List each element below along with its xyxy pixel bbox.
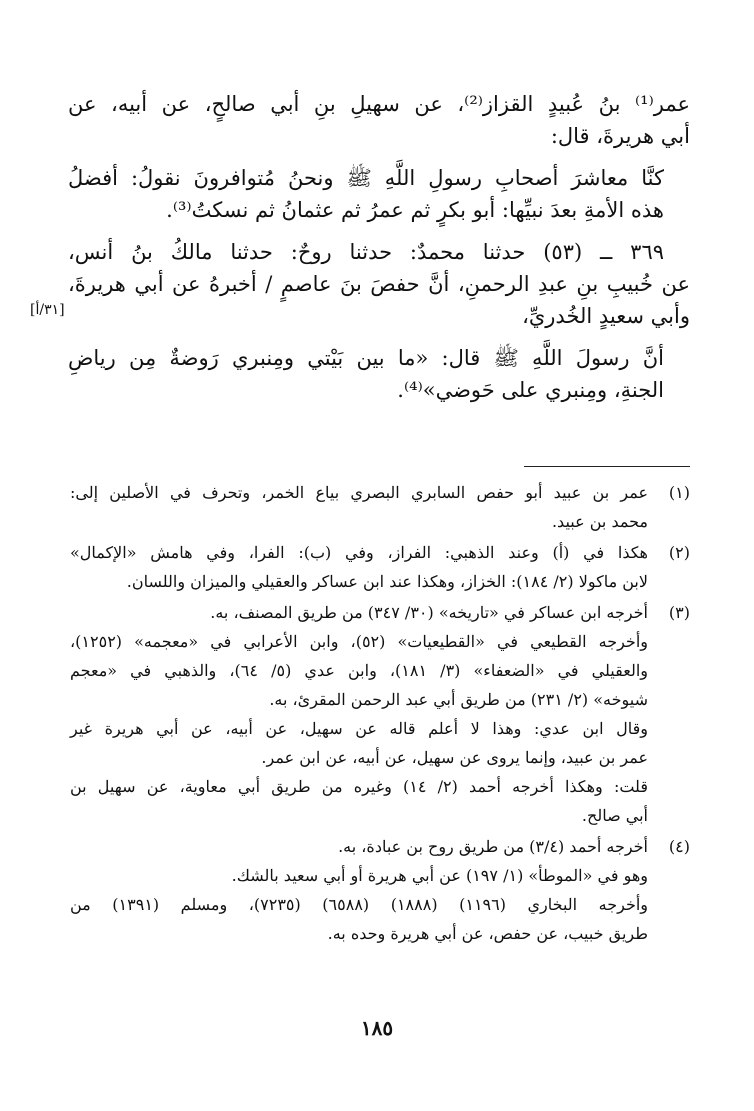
paragraph-matn (68, 162, 690, 226)
footnote-line: شيوخه» (٢/ ٢٣١) من طريق أبي عبد الرحمن المقرئ، به. (269, 690, 648, 709)
footnote-separator (524, 466, 690, 467)
main-text (68, 88, 690, 416)
footnote-line: أبي صالح. (581, 806, 648, 825)
footnote-line: والعقيلي في «الضعفاء» (٣/ ١٨١)، وابن عدي (٥/ ٦٤)، والذهبي في «معجم (70, 661, 648, 680)
text-line: هذه الأمةِ بعدَ نبيِّها: أبو بكرٍ ثم عمرُ ثم عثمانُ ثم نسكتُ⁽³⁾. (166, 198, 664, 222)
text-line: ٣٦٩ ــ (٥٣) حدثنا محمدٌ: حدثنا روحٌ: حدثنا مالكُ بنُ أنس، (68, 240, 665, 264)
footnote-line: لابن ماكولا (٢/ ١٨٤): الخزاز، وهكذا عند ابن عساكر والعقيلي والميزان واللسان. (126, 572, 648, 591)
paragraph-hadith-369 (68, 236, 690, 332)
footnote (70, 478, 690, 536)
footnote-line: وأخرجه البخاري (١١٩٦) (١٨٨٨) (٦٥٨٨) (٧٢٣٥)، ومسلم (١٣٩١) من (70, 895, 649, 914)
paragraph-hadith-text (68, 342, 690, 406)
text-line: أبي هريرةَ، قال: (550, 124, 690, 148)
text-line: أنَّ رسولَ اللَّهِ ﷺ قال: «ما بين بَيْتي ومِنبري رَوضةٌ مِن رياضِ (68, 346, 664, 370)
footnote-line: محمد بن عبيد. (551, 512, 648, 531)
text-line: عمر⁽¹⁾ بنُ عُبيدٍ القزاز⁽²⁾، عن سهيلِ بنِ أبي صالحٍ، عن أبيه، عن (68, 92, 690, 116)
footnote-line: عمر بن عبيد، وإنما يروى عن سهيل، عن أبيه، عن ابن عمر. (261, 748, 648, 767)
footnotes (70, 478, 690, 950)
footnote-number: (٢) (668, 543, 690, 562)
footnote-number: (١) (668, 483, 690, 502)
footnote-line: أخرجه ابن عساكر في «تاريخه» (٣٠/ ٣٤٧) من طريق المصنف، به. (210, 603, 648, 622)
text-line: كنَّا معاشرَ أصحابِ رسولِ اللَّهِ ﷺ ونحنُ مُتوافرونَ نقولُ: أفضلُ (68, 166, 665, 190)
paragraph-isnad (68, 88, 690, 152)
text-line: الجنةِ، ومِنبري على حَوضي»⁽⁴⁾. (397, 378, 664, 402)
footnote-line: طريق خبيب، عن حفص، عن أبي هريرة وحده به. (327, 924, 648, 943)
footnote (70, 598, 690, 830)
manuscript-folio-marker: [٣١/أ] (30, 302, 65, 318)
footnote-line: قلت: وهكذا أخرجه أحمد (٢/ ١٤) وغيره من طريق أبي معاوية، عن سهيل بن (70, 777, 648, 796)
footnote (70, 832, 690, 948)
footnote-line: عمر بن عبيد أبو حفص السابري البصري بياع الخمر، وتحرف في الأصلين إلى: (70, 483, 648, 502)
text-line: عن خُبيبِ بنِ عبدِ الرحمنِ، أنَّ حفصَ بنَ عاصمٍ / أخبرهُ عن أبي هريرةَ، (68, 272, 690, 296)
footnote-number: (٣) (668, 603, 690, 622)
footnote-line: أخرجه أحمد (٣/٤) من طريق روح بن عبادة، به. (338, 837, 648, 856)
footnote-line: وأخرجه القطيعي في «القطيعيات» (٥٢)، وابن الأعرابي في «معجمه» (١٢٥٢)، (70, 632, 648, 651)
footnote-line: وهو في «الموطأ» (١/ ١٩٧) عن أبي هريرة أو أبي سعيد بالشك. (231, 866, 648, 885)
text-line: وأبي سعيدٍ الخُدريِّ، (522, 304, 690, 328)
footnote-number: (٤) (668, 837, 690, 856)
page-number: ١٨٥ (360, 1016, 394, 1040)
footnote-line: هكذا في (أ) وعند الذهبي: الفراز، وفي (ب): الفرا، وفي هامش «الإكمال» (70, 543, 648, 562)
footnote (70, 538, 690, 596)
footnote-line: وقال ابن عدي: وهذا لا أعلم قاله عن سهيل، عن أبيه، عن أبي هريرة غير (70, 719, 648, 738)
